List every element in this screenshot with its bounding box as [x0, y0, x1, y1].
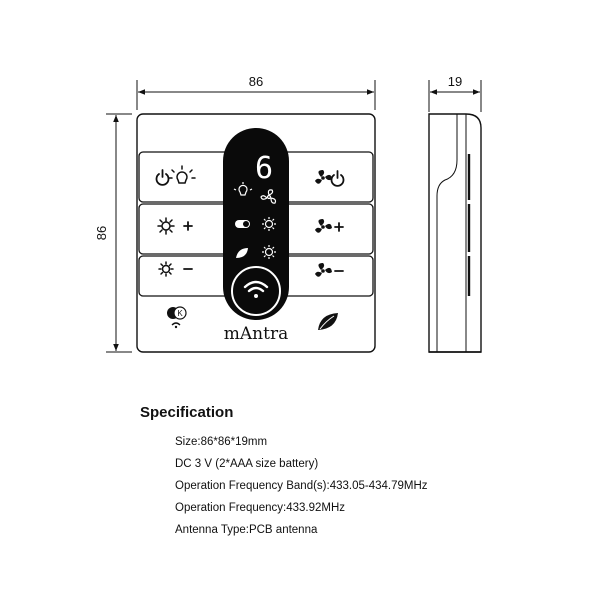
depth-label: 19: [447, 74, 463, 89]
front-view: [137, 114, 375, 352]
spec-line-frequency-band: Operation Frequency Band(s):433.05-434.79MHz: [175, 480, 428, 492]
spec-line-size: Size:86*86*19mm: [175, 436, 268, 448]
svg-text:K: K: [177, 309, 183, 318]
specification-section: [140, 404, 580, 541]
display-digit: 6: [254, 151, 274, 186]
wifi-button[interactable]: [232, 267, 280, 315]
spec-line-power: DC 3 V (2*AAA size battery): [175, 458, 319, 470]
depth-dimension: [429, 74, 481, 112]
specification-title: Specification: [140, 404, 234, 421]
brand-logo: mAntra: [223, 324, 289, 344]
spec-line-antenna: Antenna Type:PCB antenna: [175, 524, 318, 536]
toggle-indicator-icon: [235, 220, 250, 228]
width-label: 86: [248, 74, 264, 89]
height-label: 86: [94, 225, 109, 241]
spec-line-frequency: Operation Frequency:433.92MHz: [175, 502, 346, 514]
width-dimension: [137, 74, 375, 110]
side-view: [429, 114, 481, 352]
height-dimension: [94, 114, 132, 352]
